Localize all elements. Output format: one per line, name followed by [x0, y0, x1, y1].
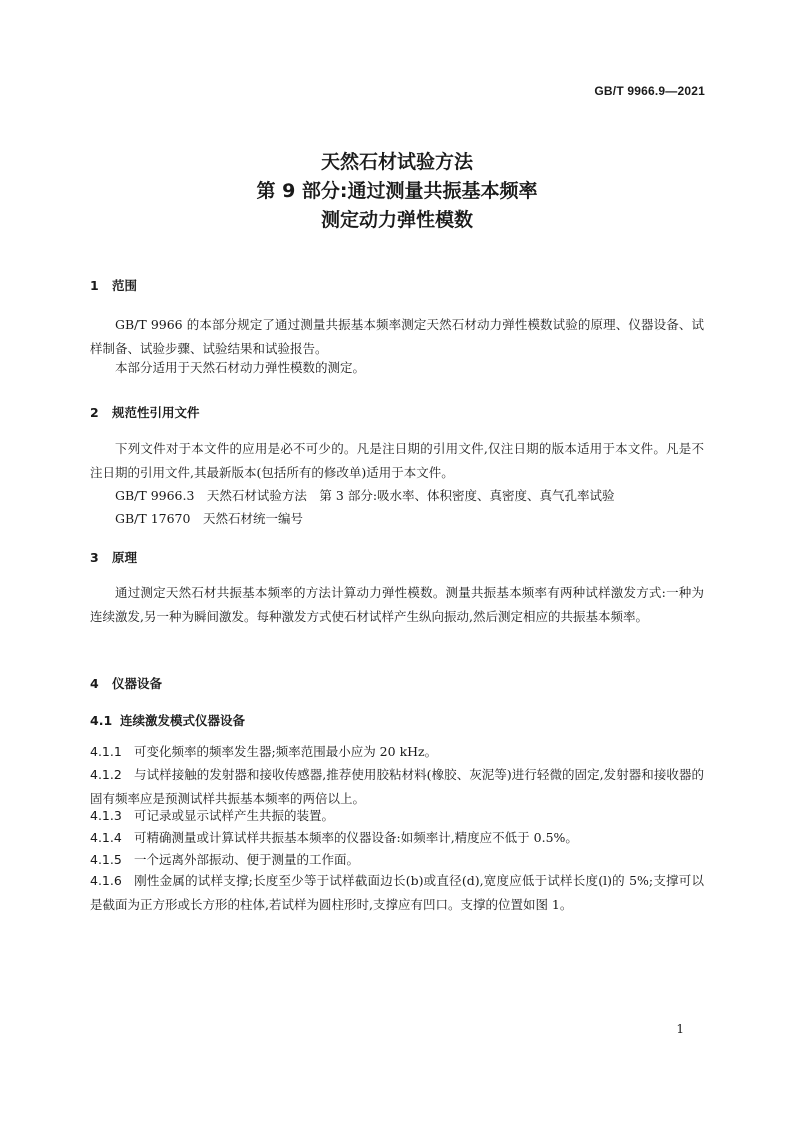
clause-text: 可变化频率的频率发生器;频率范围最小应为 20 kHz。: [134, 744, 438, 759]
page-number: 1: [676, 1022, 684, 1036]
title-line-1: 天然石材试验方法: [320, 151, 473, 173]
clause-text: 可精确测量或计算试样共振基本频率的仪器设备:如频率计,精度应不低于 0.5%。: [134, 830, 578, 845]
subsection-title: 连续激发模式仪器设备: [120, 713, 246, 728]
section-1-heading: [90, 276, 137, 294]
section-title: 仪器设备: [112, 676, 163, 691]
clause-number: 4.1.6: [90, 873, 122, 888]
standard-code: GB/T 9966.9—2021: [594, 84, 705, 98]
title-line-3: 测定动力弹性模数: [320, 209, 473, 231]
subsection-number: 4.1: [90, 713, 113, 728]
clause-4-1-1: [90, 740, 704, 764]
section-number: 4: [90, 676, 99, 691]
title-line-2: 第 9 部分:通过测量共振基本频率: [256, 180, 538, 202]
section-3-paragraph-1: 通过测定天然石材共振基本频率的方法计算动力弹性模数。测量共振基本频率有两种试样激发方式:一种为连续激发,另一种为瞬间激发。每种激发方式使石材试样产生纵向振动,然后测定相应的共振基本频率。: [90, 585, 704, 624]
section-title: 规范性引用文件: [112, 405, 200, 420]
clause-number: 4.1.5: [90, 852, 122, 867]
clause-4-1-4: [90, 826, 704, 850]
section-number: 2: [90, 405, 99, 420]
section-4-heading: [90, 674, 162, 692]
clause-number: 4.1.4: [90, 830, 122, 845]
clause-number: 4.1.2: [90, 767, 122, 782]
clause-text: 刚性金属的试样支撑;长度至少等于试样截面边长(b)或直径(d),宽度应低于试样长度(l)的 5%;支撑可以是截面为正方形或长方形的柱体,若试样为圆柱形时,支撑应有凹口。支撑的位置如图 1。: [90, 873, 704, 912]
section-number: 1: [90, 278, 99, 293]
normative-reference-1: GB/T 9966.3 天然石材试验方法 第 3 部分:吸水率、体积密度、真密度、真气孔率试验: [115, 488, 615, 503]
clause-text: 一个远离外部振动、便于测量的工作面。: [134, 852, 360, 867]
clause-4-1-2: [90, 763, 704, 810]
clause-4-1-6: [90, 869, 704, 916]
clause-text: 与试样接触的发射器和接收传感器,推荐使用胶粘材料(橡胶、灰泥等)进行轻微的固定,发射器和接收器的固有频率应是预测试样共振基本频率的两倍以上。: [90, 767, 704, 806]
section-1-paragraph-2: 本部分适用于天然石材动力弹性模数的测定。: [115, 360, 366, 375]
section-2-paragraph-1: 下列文件对于本文件的应用是必不可少的。凡是注日期的引用文件,仅注日期的版本适用于本文件。凡是不注日期的引用文件,其最新版本(包括所有的修改单)适用于本文件。: [90, 441, 704, 480]
section-title: 范围: [112, 278, 138, 293]
clause-4-1-5: [90, 848, 704, 872]
subsection-4-1-heading: [90, 711, 245, 729]
clause-number: 4.1.3: [90, 808, 122, 823]
section-2-heading: [90, 403, 200, 421]
section-3-heading: [90, 548, 137, 566]
clause-4-1-3: [90, 804, 704, 828]
clause-number: 4.1.1: [90, 744, 122, 759]
document-title: [0, 148, 794, 235]
section-number: 3: [90, 550, 99, 565]
section-1-paragraph-1: GB/T 9966 的本部分规定了通过测量共振基本频率测定天然石材动力弹性模数试验的原理、仪器设备、试样制备、试验步骤、试验结果和试验报告。: [90, 317, 704, 356]
normative-reference-2: GB/T 17670 天然石材统一编号: [115, 511, 303, 526]
clause-text: 可记录或显示试样产生共振的装置。: [134, 808, 335, 823]
section-title: 原理: [112, 550, 138, 565]
